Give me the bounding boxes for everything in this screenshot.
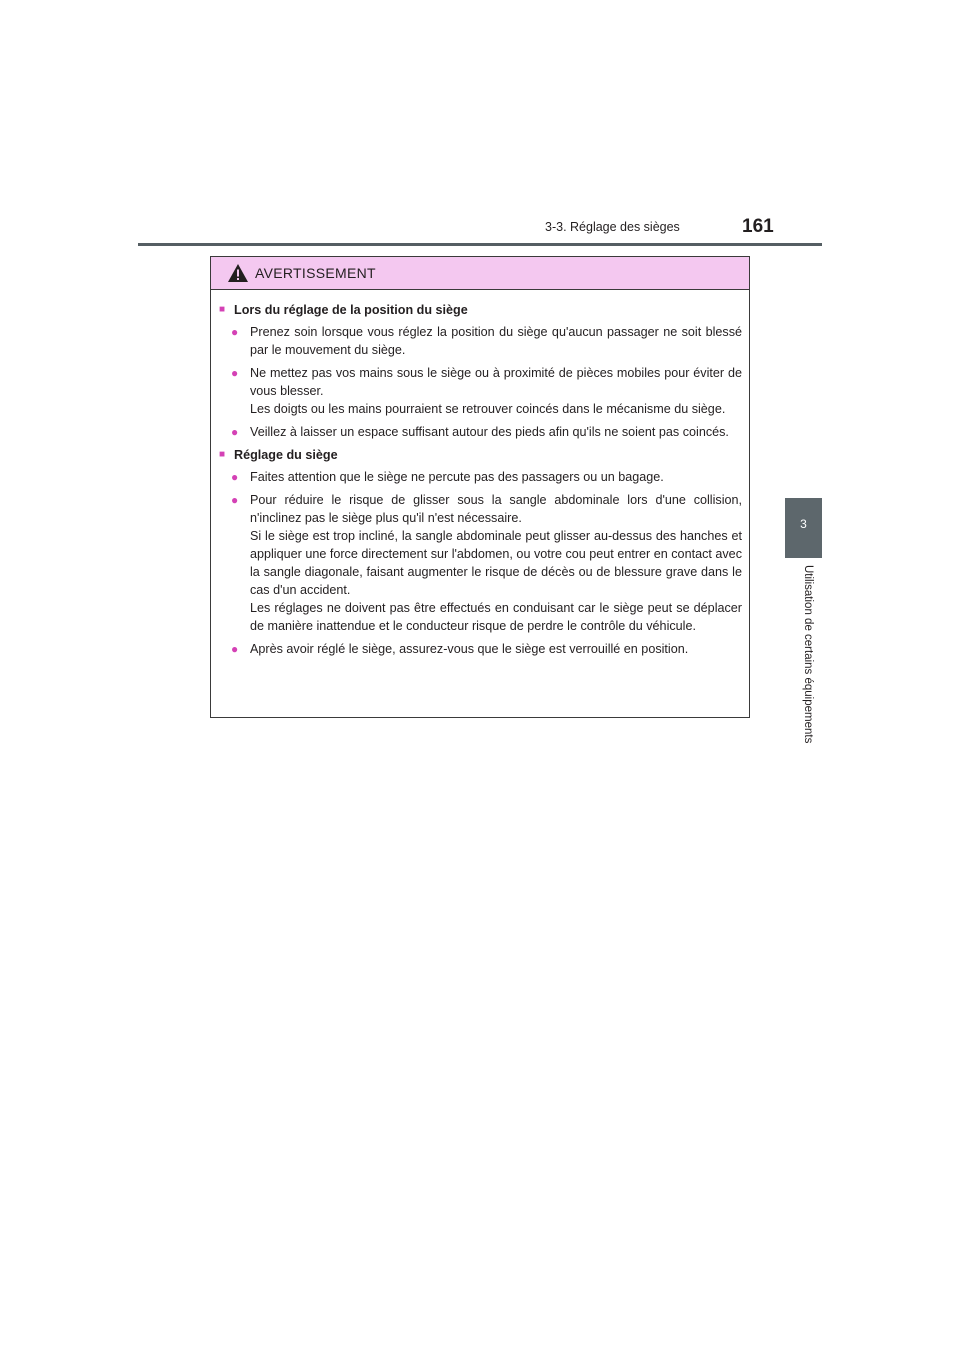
list-item-text bbox=[250, 640, 742, 658]
section-heading bbox=[219, 301, 742, 319]
list-item-paragraph: Si le siège est trop incliné, la sangle abdominale peut glisser au-dessus des hanches et appliquer une force directement sur l'abdomen, ou votre cou peut entrer en contact avec la sangle diagonale, faisant augmenter le risque de décès ou de blessure grave dans le cas d'un accident. bbox=[250, 529, 742, 597]
list-item bbox=[231, 423, 742, 441]
section-heading-text: Lors du réglage de la position du siège bbox=[234, 303, 468, 317]
round-bullet-icon: ● bbox=[231, 325, 239, 339]
warning-title: AVERTISSEMENT bbox=[255, 265, 376, 281]
round-bullet-icon: ● bbox=[231, 642, 239, 656]
list-item-text bbox=[250, 491, 742, 635]
square-bullet-icon: ■ bbox=[219, 304, 226, 315]
list-item-paragraph: Veillez à laisser un espace suffisant autour des pieds afin qu'ils ne soient pas coincés. bbox=[250, 425, 729, 439]
list-item-paragraph: Les réglages ne doivent pas être effectués en conduisant car le siège peut se déplacer de manière inattendue et le conducteur risque de perdre le contrôle du véhicule. bbox=[250, 601, 742, 633]
list-item bbox=[231, 491, 742, 635]
list-item-text bbox=[250, 323, 742, 359]
list-item bbox=[231, 364, 742, 418]
round-bullet-icon: ● bbox=[231, 425, 239, 439]
round-bullet-icon: ● bbox=[231, 493, 239, 507]
header-rule bbox=[138, 243, 822, 246]
section-heading bbox=[219, 446, 742, 464]
page-number: 161 bbox=[742, 216, 774, 237]
list-item-paragraph: Après avoir réglé le siège, assurez-vous que le siège est verrouillé en position. bbox=[250, 642, 689, 656]
list-item-text bbox=[250, 423, 742, 441]
list-item-paragraph: Prenez soin lorsque vous réglez la position du siège qu'aucun passager ne soit blessé par le mouvement du siège. bbox=[250, 325, 742, 357]
chapter-number: 3 bbox=[800, 517, 807, 531]
warning-body bbox=[211, 290, 749, 658]
list-item-paragraph: Les doigts ou les mains pourraient se retrouver coincés dans le mécanisme du siège. bbox=[250, 402, 726, 416]
list-item-text bbox=[250, 468, 742, 486]
warning-box bbox=[210, 256, 750, 718]
list-item bbox=[231, 640, 742, 658]
warning-triangle-icon bbox=[227, 263, 249, 283]
square-bullet-icon: ■ bbox=[219, 449, 226, 460]
list-item-paragraph: Ne mettez pas vos mains sous le siège ou à proximité de pièces mobiles pour éviter de vous blesser. bbox=[250, 366, 742, 398]
round-bullet-icon: ● bbox=[231, 366, 239, 380]
list-item bbox=[231, 468, 742, 486]
chapter-title: Utilisation de certains équipements bbox=[802, 565, 814, 744]
list-item-paragraph: Faites attention que le siège ne percute pas des passagers ou un bagage. bbox=[250, 470, 664, 484]
warning-header bbox=[211, 257, 749, 290]
round-bullet-icon: ● bbox=[231, 470, 239, 484]
list-item bbox=[231, 323, 742, 359]
list-item-text bbox=[250, 364, 742, 418]
header-section-title: 3-3. Réglage des sièges bbox=[545, 220, 680, 234]
section-heading-text: Réglage du siège bbox=[234, 448, 338, 462]
list-item-paragraph: Pour réduire le risque de glisser sous la sangle abdominale lors d'une collision, n'inclinez pas le siège plus qu'il n'est nécessaire. bbox=[250, 493, 742, 525]
